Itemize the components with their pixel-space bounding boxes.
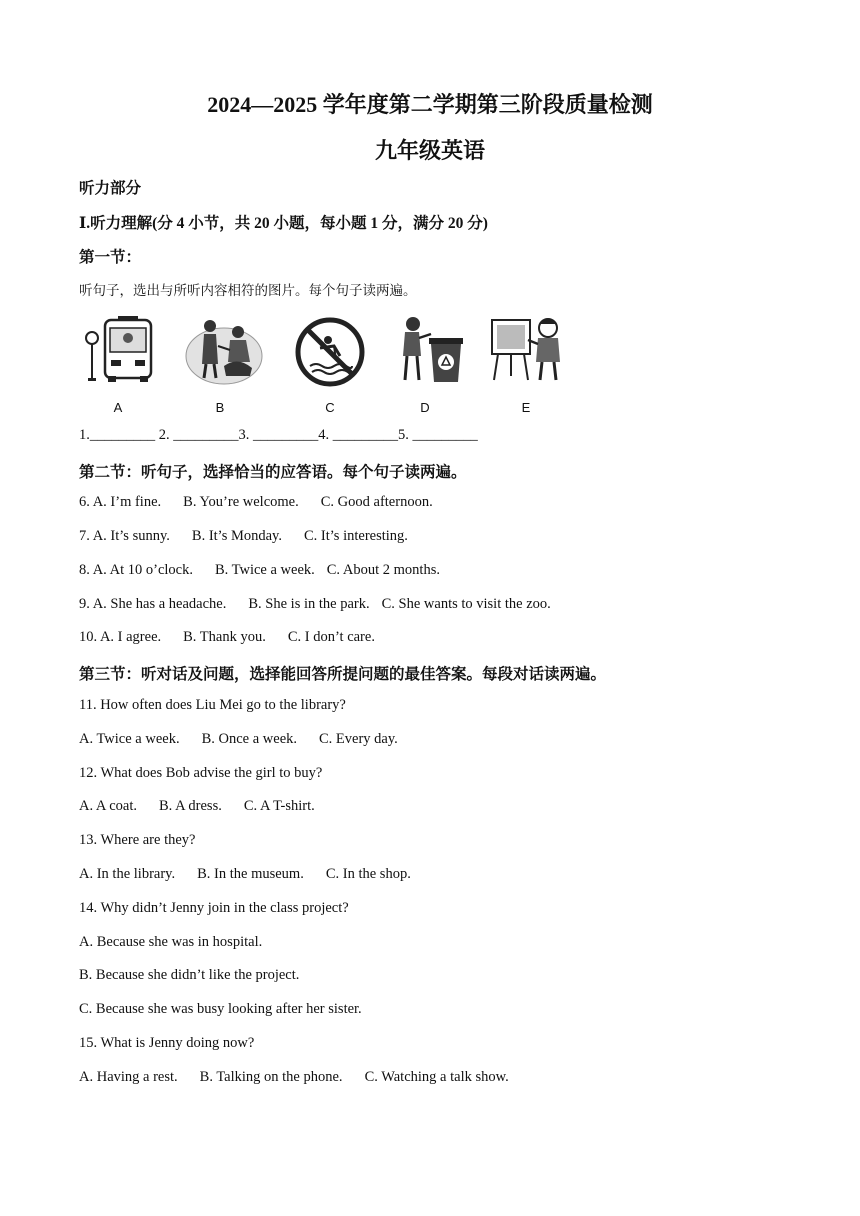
- no-swimming-sign-icon: [290, 312, 370, 392]
- section-listening: 听力部分: [79, 180, 142, 197]
- picture-b: [180, 312, 260, 422]
- picture-c: [290, 312, 370, 422]
- s3-heading: 第三节：听对话及问题，选择能回答所提问题的最佳答案。每段对话读两遍。: [79, 666, 607, 683]
- option: C. About 2 months.: [326, 562, 440, 578]
- option: B. You’re welcome.: [183, 494, 299, 510]
- question-9: [79, 596, 573, 613]
- question-10: [79, 629, 397, 646]
- picture-label: A: [113, 400, 123, 415]
- question-13: 13. Where are they?: [79, 832, 196, 848]
- option: C. In the shop.: [325, 866, 411, 882]
- people-helping-icon: [180, 312, 270, 392]
- option: C. A T-shirt.: [243, 798, 315, 814]
- exam-title: 2024—2025 学年度第二学期第三阶段质量检测: [207, 92, 653, 117]
- question-15-options: [79, 1069, 531, 1086]
- picture-label: B: [215, 400, 225, 415]
- picture-label: E: [521, 400, 531, 415]
- question-7: [79, 528, 430, 545]
- option: A. In the library.: [79, 866, 176, 882]
- option: 9. A. She has a headache.: [79, 596, 227, 612]
- option: B. In the museum.: [197, 866, 304, 882]
- option: C. Watching a talk show.: [364, 1069, 509, 1085]
- exam-subtitle: 九年级英语: [374, 138, 485, 163]
- picture-row: [78, 312, 578, 422]
- picture-d: [385, 312, 465, 422]
- question-12-options: [79, 798, 337, 815]
- option: B. Twice a week.: [214, 562, 315, 578]
- option: B. Talking on the phone.: [199, 1069, 343, 1085]
- child-painting-icon: [486, 312, 576, 392]
- question-11: 11. How often does Liu Mei go to the library?: [79, 697, 346, 713]
- question-12: 12. What does Bob advise the girl to buy?: [79, 765, 323, 781]
- question-6: [79, 494, 455, 511]
- option: C. She wants to visit the zoo.: [381, 596, 551, 612]
- s1-heading: 第一节：: [79, 249, 142, 266]
- option: B. It’s Monday.: [191, 528, 282, 544]
- question-8: [79, 562, 462, 579]
- question-14-option-c: C. Because she was busy looking after her sister.: [79, 1001, 362, 1017]
- s1-answer-blanks: 1._________ 2. _________3. _________4. _________5. _________: [79, 427, 478, 443]
- question-14-option-a: A. Because she was in hospital.: [79, 934, 263, 950]
- option: A. A coat.: [79, 798, 137, 814]
- question-13-options: [79, 866, 433, 883]
- option: A. Twice a week.: [79, 731, 180, 747]
- option: C. Good afternoon.: [320, 494, 433, 510]
- picture-label: D: [420, 400, 430, 415]
- picture-e: [486, 312, 566, 422]
- option: C. Every day.: [319, 731, 398, 747]
- picture-label: C: [325, 400, 335, 415]
- s1-instruction: 听句子，选出与所听内容相符的图片。每个句子读两遍。: [79, 283, 417, 298]
- question-14: 14. Why didn’t Jenny join in the class project?: [79, 900, 349, 916]
- option: 7. A. It’s sunny.: [79, 528, 170, 544]
- question-15: 15. What is Jenny doing now?: [79, 1035, 255, 1051]
- question-14-option-b: B. Because she didn’t like the project.: [79, 967, 300, 983]
- bus-stop-icon: [78, 312, 158, 392]
- option: C. I don’t care.: [287, 629, 375, 645]
- question-11-options: [79, 731, 420, 748]
- option: 8. A. At 10 o’clock.: [79, 562, 193, 578]
- s2-heading: 第二节：听句子，选择恰当的应答语。每个句子读两遍。: [79, 464, 467, 481]
- option: 6. A. I’m fine.: [79, 494, 162, 510]
- picture-a: [78, 312, 158, 422]
- option: A. Having a rest.: [79, 1069, 178, 1085]
- recycling-bin-icon: [385, 312, 475, 392]
- option: B. Once a week.: [201, 731, 298, 747]
- option: B. Thank you.: [183, 629, 266, 645]
- option: C. It’s interesting.: [304, 528, 408, 544]
- part1-heading: Ⅰ.听力理解(分 4 小节，共 20 小题，每小题 1 分，满分 20 分): [79, 215, 488, 232]
- option: B. She is in the park.: [248, 596, 370, 612]
- option: B. A dress.: [159, 798, 222, 814]
- option: 10. A. I agree.: [79, 629, 162, 645]
